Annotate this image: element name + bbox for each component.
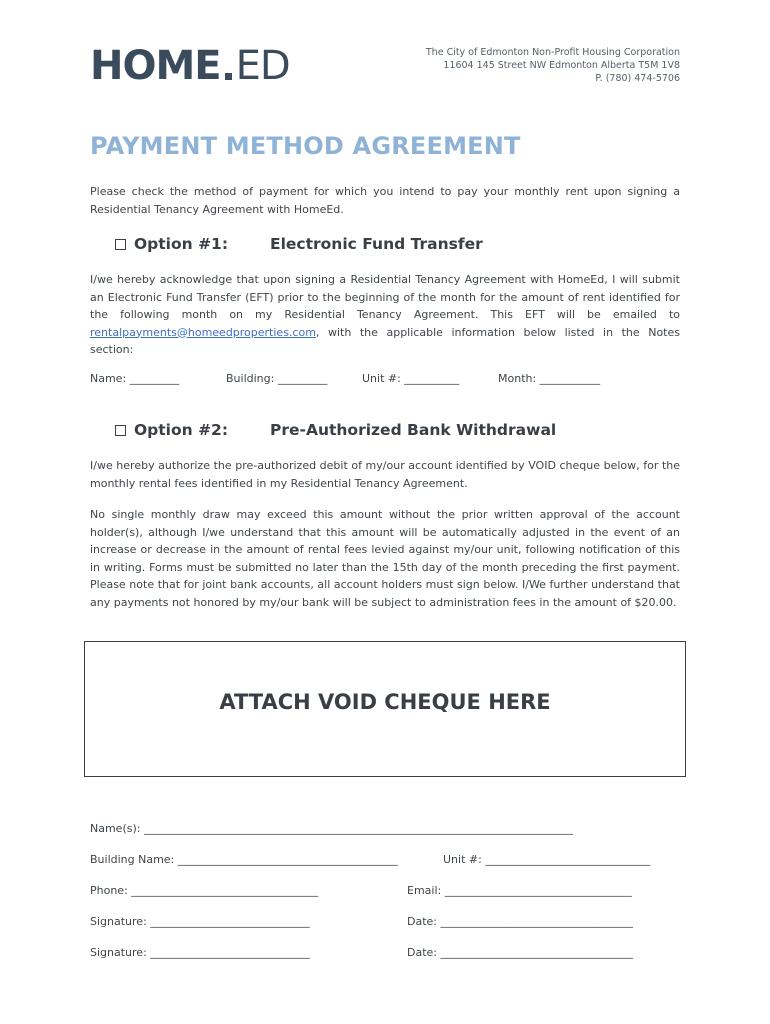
- unit-field[interactable]: Unit #: __________: [362, 372, 460, 385]
- corporation-address: [426, 46, 680, 85]
- names-field[interactable]: Name(s): ______________________________________________________________________________: [90, 822, 573, 835]
- phone-field[interactable]: Phone: __________________________________: [90, 884, 319, 897]
- option-2-paragraph-1: I/we hereby authorize the pre-authorized debit of my/our account identified by VOID cheque below, for the monthly rental fees identified in my Residential Tenancy Agreement.: [90, 459, 680, 490]
- option-1-paragraph: [90, 271, 680, 359]
- address-line-2: 11604 145 Street NW Edmonton Alberta T5M 1V8: [443, 60, 680, 71]
- month-field[interactable]: Month: ___________: [498, 372, 601, 385]
- signature-field-2[interactable]: Signature: _____________________________: [90, 946, 310, 959]
- option-2-heading: [115, 421, 556, 439]
- logo-dot: [225, 73, 232, 80]
- email-link[interactable]: rentalpayments@homeedproperties.com: [90, 325, 316, 339]
- address-line-1: The City of Edmonton Non-Profit Housing Corporation: [425, 47, 680, 58]
- email-field[interactable]: Email: __________________________________: [407, 884, 632, 897]
- date-field-1[interactable]: Date: ___________________________________: [407, 915, 633, 928]
- option-1-label: Option #1:: [134, 235, 229, 253]
- void-cheque-label: ATTACH VOID CHEQUE HERE: [219, 690, 551, 714]
- void-cheque-box: [84, 641, 686, 777]
- logo-home-text: HOME: [90, 43, 221, 89]
- building-field[interactable]: Building: _________: [226, 372, 328, 385]
- option-1-text-end: , with the applicable information below listed in the Notes section:: [90, 325, 680, 356]
- building-name-field[interactable]: Building Name: ________________________________________: [90, 853, 398, 866]
- intro-paragraph: Please check the method of payment for which you intend to pay your monthly rent upon signing a Residential Tenancy Agreement with HomeEd.: [90, 185, 680, 216]
- option-2-paragraph-2: No single monthly draw may exceed this amount without the prior written approval of the account holder(s), although I/we understand that this amount will be automatically adjusted in the event of an increase or decrease in the amount of rental fees levied against my/our unit, following notification of this in writing. Forms must be submitted no later than the 15th day of the month preceding the first payment. Please note that for joint bank accounts, all account holders must sign below. I/We further understand that any payments not honored by my/our bank will be subject to administration fees in the amount of $20.00.: [90, 508, 680, 609]
- date-field-2[interactable]: Date: ___________________________________: [407, 946, 633, 959]
- logo-ed-text: ED: [235, 43, 290, 89]
- option-1-name: Electronic Fund Transfer: [270, 235, 483, 253]
- option-2-label: Option #2:: [134, 421, 229, 439]
- option-1-checkbox[interactable]: [115, 239, 126, 250]
- unit-number-field[interactable]: Unit #: ______________________________: [443, 853, 651, 866]
- option-1-text: I/we hereby acknowledge that upon signing a Residential Tenancy Agreement with HomeEd, I will submit an Electronic Fund Transfer (EFT) prior to the beginning of the month for the amount of rent identified for the following month on my Residential Tenancy Agreement. This EFT will be emailed to: [90, 273, 680, 321]
- option-1-heading: [115, 235, 483, 253]
- option-2-checkbox[interactable]: [115, 425, 126, 436]
- signature-field-1[interactable]: Signature: _____________________________: [90, 915, 310, 928]
- address-line-3: P. (780) 474-5706: [595, 73, 680, 84]
- page-title: PAYMENT METHOD AGREEMENT: [90, 132, 521, 160]
- name-field[interactable]: Name: _________: [90, 372, 180, 385]
- homeed-logo: [90, 43, 290, 89]
- option-2-name: Pre-Authorized Bank Withdrawal: [270, 421, 557, 439]
